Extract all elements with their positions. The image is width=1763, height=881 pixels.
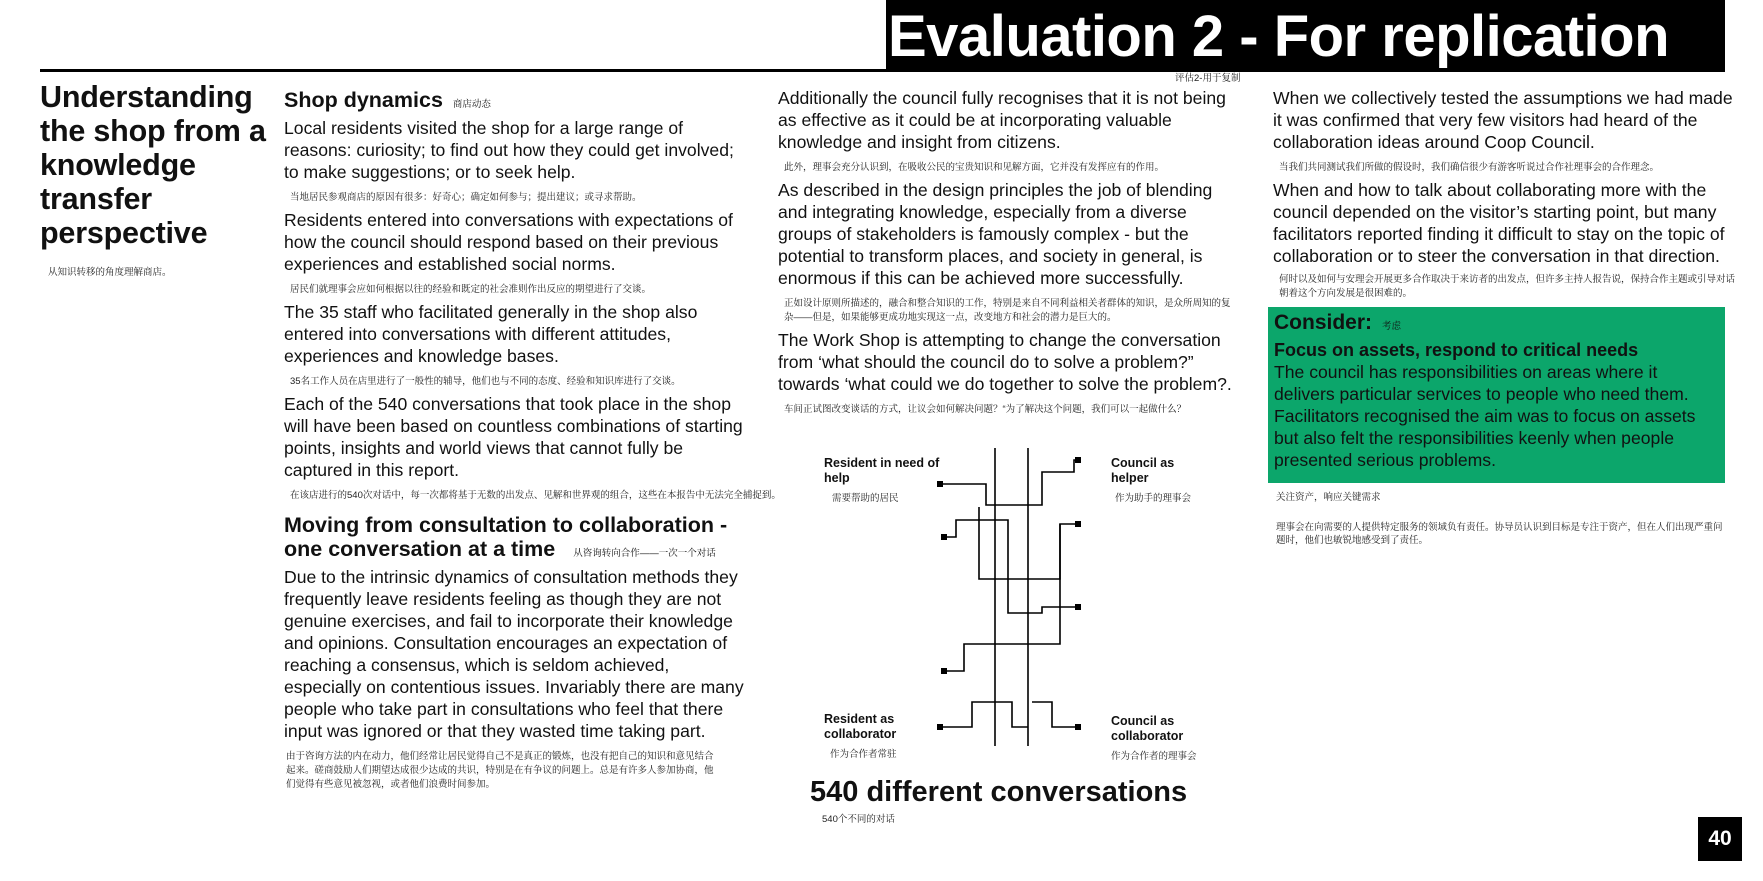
node-marker [937, 724, 943, 730]
paragraph: Residents entered into conversations with expectations of how the council should respond based on their previous experiences and established social norms. [284, 210, 733, 274]
node-marker [1075, 521, 1081, 527]
node-marker [941, 668, 947, 674]
paragraph-zh: 车间正试图改变谈话的方式，让议会如何解决问题？“为了解决这个问题，我们可以一起做什么？ [784, 404, 1187, 415]
column-2 [778, 87, 1238, 421]
paragraph: As described in the design principles the job of blending and integrating knowledge, especially from a diverse groups of stakeholders is famously complex - but the potential to transform places, and society in general, is enormous if this can be achieved more successfully. [778, 180, 1213, 288]
conversation-diagram [820, 448, 1220, 778]
page-title: Evaluation 2 - For replication [888, 4, 1670, 69]
path-5 [940, 702, 1028, 727]
heading-shop-dynamics-zh: 商店动态 [452, 99, 491, 110]
big-stat-label-zh: 540个不同的对话 [822, 814, 895, 825]
label-resident-in-need-zh: 需要帮助的居民 [832, 493, 899, 504]
paragraph: The Work Shop is attempting to change the conversation from ‘what should the council do to solve a problem?” towards ‘what could we do together to solve the problem?. [778, 330, 1232, 394]
paragraph-zh: 当我们共同测试我们所做的假设时，我们确信很少有游客听说过合作社理事会的合作理念。 [1279, 162, 1660, 173]
consider-box [1268, 307, 1725, 483]
heading-consultation-collaboration: Moving from consultation to collaboration - one conversation at a time 从咨询转向合作——一次一个对话 [284, 513, 728, 561]
column-3 [1273, 87, 1736, 305]
column-1 [284, 88, 781, 796]
consider-title: Consider: 考虑 [1274, 311, 1402, 334]
paragraph-zh: 居民们就理事会应如何根据以往的经验和既定的社会准则作出反应的期望进行了交谈。 [290, 284, 652, 295]
path-4 [944, 524, 1060, 671]
big-stat-label: 540 different conversations [810, 776, 1188, 808]
consider-subtitle: Focus on assets, respond to critical needs [1274, 340, 1639, 360]
label-resident-collaborator-zh: 作为合作者常驻 [830, 749, 897, 760]
consider-title-zh: 考虑 [1382, 321, 1402, 332]
path-2 [944, 520, 1078, 613]
node-marker [937, 481, 943, 487]
heading-consultation-zh: 从咨询转向合作——一次一个对话 [573, 548, 716, 559]
paragraph-zh: 由于咨询方法的内在动力，他们经常让居民觉得自己不是真正的锻炼，也没有把自己的知识和意见结合起来。磋商鼓励人们期望达成很少达成的共识，特别是在有争议的问题上。总是有许多人参加协商，他们觉得有些意见被忽视，或者他们浪费时间参加。 [286, 751, 714, 790]
section-title-zh: 从知识转移的角度理解商店。 [48, 267, 172, 278]
paragraph: Local residents visited the shop for a large range of reasons: curiosity; to find out how they could get involved; to make suggestions; or to seek help. [284, 118, 734, 182]
paragraph: When and how to talk about collaborating more with the council depended on the visitor’s starting point, but many facilitators reported finding it difficult to stay on the topic of collaboration or to steer the conversation in that direction. [1273, 180, 1725, 266]
label-council-helper-zh: 作为助手的理事会 [1115, 493, 1192, 504]
label-council-collaborator: Council as collaborator [1111, 714, 1184, 743]
paragraph: Additionally the council fully recognises that it is not being as effective as it could be at incorporating valuable knowledge and insight from citizens. [778, 88, 1226, 152]
page-number: 40 [1698, 817, 1742, 861]
paragraph: Each of the 540 conversations that took place in the shop will have been based on countless combinations of starting points, insights and world views that cannot fully be captured in this report. [284, 394, 743, 480]
node-marker [1075, 457, 1081, 463]
node-marker [1075, 724, 1081, 730]
conversation-lines [820, 448, 1220, 778]
paragraph-zh: 此外，理事会充分认识到，在吸收公民的宝贵知识和见解方面，它并没有发挥应有的作用。 [784, 162, 1165, 173]
paragraph-zh: 35名工作人员在店里进行了一般性的辅导，他们也与不同的态度、经验和知识库进行了交谈。 [290, 376, 681, 387]
paragraph-zh: 当地居民参观商店的原因有很多：好奇心；确定如何参与；提出建议；或寻求帮助。 [290, 192, 642, 203]
node-marker [941, 534, 947, 540]
path-6 [1032, 702, 1078, 727]
node-marker [1075, 604, 1081, 610]
section-title: Understanding the shop from a knowledge transfer perspective [40, 80, 266, 250]
label-resident-in-need: Resident in need of help [824, 456, 940, 485]
paragraph: When we collectively tested the assumptions we had made it was confirmed that very few visitors had heard of the collaboration ideas around Coop Council. [1273, 88, 1733, 152]
label-council-collaborator-zh: 作为合作者的理事会 [1111, 751, 1197, 762]
paragraph-zh: 在该店进行的540次对话中，每一次都将基于无数的出发点、见解和世界观的组合，这些在本报告中无法完全捕捉到。 [290, 490, 781, 501]
consider-subtitle-zh: 关注资产，响应关键需求 [1276, 492, 1381, 503]
paragraph: Due to the intrinsic dynamics of consultation methods they frequently leave residents feeling as though they are not genuine exercises, and fail to incorporate their knowledge and opinions. Consultation encourages an expectation of reaching a consensus, which is seldom achieved, especially on contentious issues. Invariably there are many people who take part in consultations who feel that there input was ignored or that they wasted time taking part. [284, 567, 744, 741]
consider-body: The council has responsibilities on areas where it delivers particular services to people who need them. Facilitators recognised the aim was to focus on assets but also felt the responsibilities keenly when people presented serious problems. [1274, 362, 1696, 470]
paragraph: The 35 staff who facilitated generally in the shop also entered into conversations with different attitudes, experiences and knowledge bases. [284, 302, 698, 366]
label-council-helper: Council as helper [1111, 456, 1175, 485]
consider-body-zh: 理事会在向需要的人提供特定服务的领域负有责任。协导员认识到目标是专注于资产，但在人们出现严重问题时，他们也敏锐地感受到了责任。 [1276, 522, 1723, 546]
label-resident-collaborator: Resident as collaborator [824, 712, 897, 741]
paragraph-zh: 正如设计原则所描述的，融合和整合知识的工作，特别是来自不同利益相关者群体的知识，是众所周知的复杂——但是，如果能够更成功地实现这一点，改变地方和社会的潜力是巨大的。 [784, 298, 1231, 323]
page-subtitle-zh: 评估2-用于复制 [1175, 73, 1241, 84]
paragraph-zh: 何时以及如何与安理会开展更多合作取决于来访者的出发点，但许多主持人报告说，保持合作主题或引导对话朝着这个方向发展是很困难的。 [1279, 274, 1736, 299]
heading-shop-dynamics: Shop dynamics 商店动态 [284, 88, 491, 112]
header-rule [40, 69, 1725, 72]
path-1 [940, 460, 1078, 505]
